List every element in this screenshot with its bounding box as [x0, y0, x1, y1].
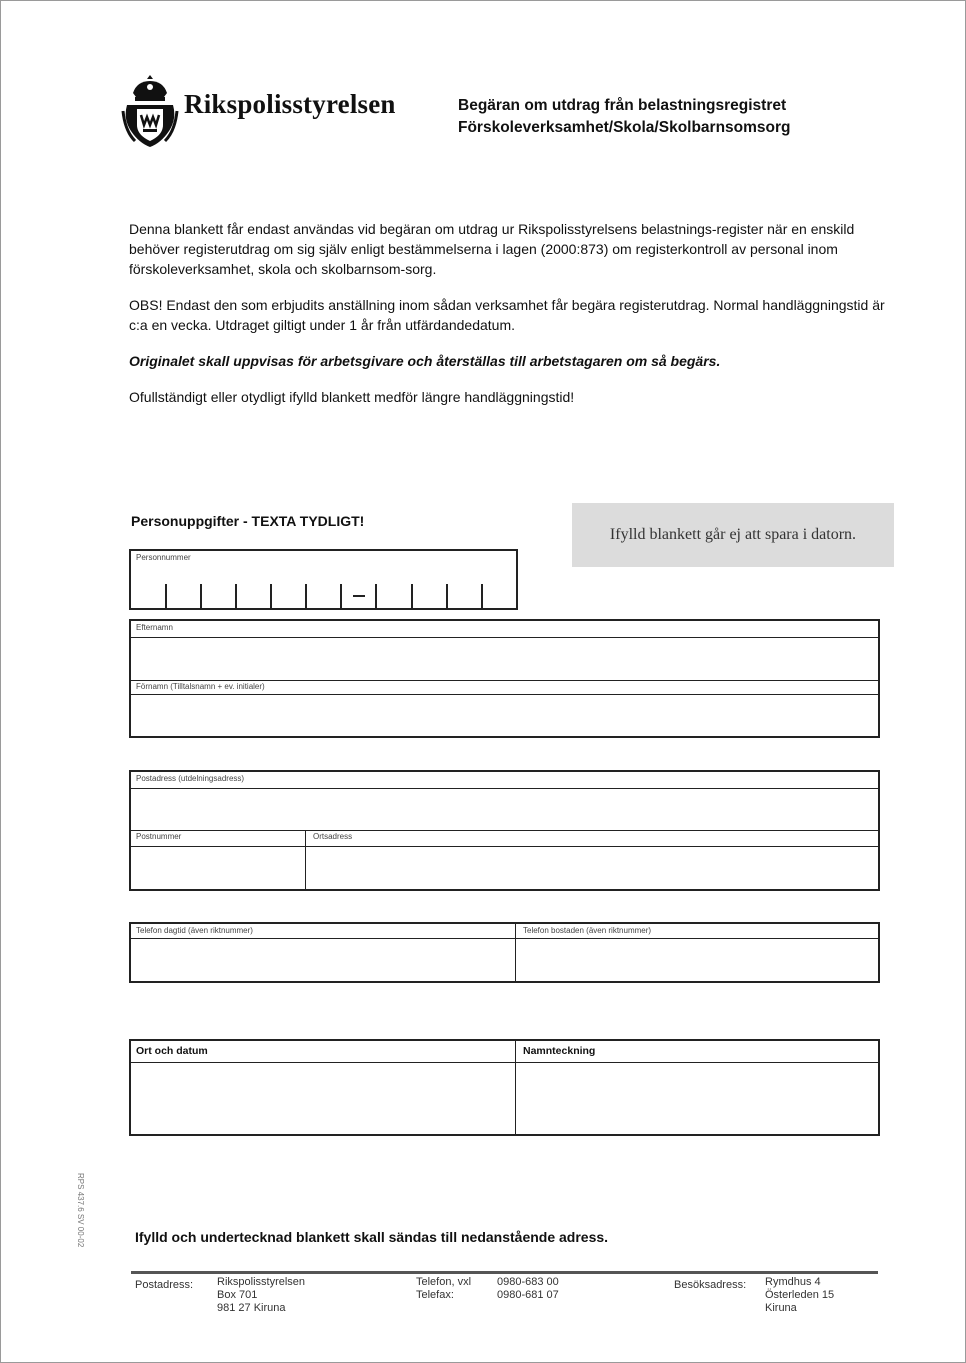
namnteckning-field[interactable] [517, 1064, 878, 1134]
postadress-field[interactable] [131, 789, 878, 830]
telefon-dagtid-field[interactable] [131, 939, 515, 981]
ortsadress-field[interactable] [307, 848, 878, 889]
organization-name: Rikspolisstyrelsen [184, 89, 396, 119]
efternamn-field[interactable] [131, 638, 878, 680]
footer-visit-line: Österleden 15 [765, 1289, 835, 1301]
intro-text [129, 219, 885, 423]
efternamn-label: Efternamn [136, 623, 173, 632]
personnummer-dash [353, 595, 365, 597]
footer-rule [131, 1271, 878, 1274]
footer-tel-value: 0980-683 00 [497, 1276, 559, 1288]
postnummer-field[interactable] [131, 848, 305, 889]
footer-post-address [217, 1276, 305, 1315]
digit-divider [446, 584, 448, 608]
digit-divider [200, 584, 202, 608]
row-rule [131, 830, 878, 831]
digit-divider [165, 584, 167, 608]
footer-contact-values [497, 1276, 559, 1302]
postnummer-label: Postnummer [136, 832, 182, 841]
digit-divider [481, 584, 483, 608]
label-rule [131, 1062, 878, 1063]
digit-divider [340, 584, 342, 608]
label-rule [131, 694, 878, 695]
telefon-bostaden-label: Telefon bostaden (även riktnummer) [523, 926, 652, 935]
form-title-line2: Förskoleverksamhet/Skola/Skolbarnsomsorg [458, 119, 791, 136]
name-block [129, 619, 880, 738]
ort-datum-field[interactable] [131, 1064, 515, 1134]
footer-post-line: Box 701 [217, 1289, 258, 1301]
digit-divider [375, 584, 377, 608]
footer-post-line: 981 27 Kiruna [217, 1302, 286, 1314]
digit-divider [411, 584, 413, 608]
digit-divider [235, 584, 237, 608]
footer-contact-labels [416, 1276, 471, 1302]
footer-visit-line: Rymdhus 4 [765, 1276, 821, 1288]
label-rule [131, 846, 878, 847]
personnummer-field[interactable] [129, 549, 518, 610]
footer-tel-label: Telefon, vxl [416, 1276, 472, 1288]
fornamn-label: Förnamn (Tilltalsnamn + ev. initialer) [136, 682, 265, 691]
phone-block [129, 922, 880, 983]
namnteckning-label: Namnteckning [523, 1045, 596, 1057]
footer-fax-label: Telefax: [416, 1289, 454, 1301]
police-crest-logo [119, 71, 181, 151]
footer-visit-label: Besöksadress: [674, 1279, 747, 1291]
save-note: Ifylld blankett går ej att spara i datorn. [572, 503, 894, 567]
personnummer-label: Personnummer [136, 553, 191, 562]
footer-fax-value: 0980-681 07 [497, 1289, 559, 1301]
column-rule [305, 830, 306, 889]
ortsadress-label: Ortsadress [313, 832, 353, 841]
form-title-line1: Begäran om utdrag från belastningsregistret [458, 97, 787, 114]
digit-divider [305, 584, 307, 608]
signature-block [129, 1039, 880, 1136]
intro-paragraph-3: Originalet skall uppvisas för arbetsgivare och återställas till arbetstagaren om så begärs. [129, 353, 721, 369]
row-rule [131, 680, 878, 681]
telefon-bostaden-field[interactable] [517, 939, 878, 981]
footer-post-line: Rikspolisstyrelsen [217, 1276, 306, 1288]
intro-paragraph-2: OBS! Endast den som erbjudits anställning inom sådan verksamhet får begära registerutdrag. Normal handläggningstid är c:a en vecka. Utdraget giltigt under 1 år från utfärdandedatum. [129, 297, 885, 333]
footer-visit-address [765, 1276, 834, 1315]
form-title [458, 95, 791, 139]
footer-post-label: Postadress: [135, 1279, 194, 1291]
digit-divider [270, 584, 272, 608]
column-rule [515, 1041, 516, 1134]
fornamn-field[interactable] [131, 696, 878, 736]
telefon-dagtid-label: Telefon dagtid (även riktnummer) [136, 926, 253, 935]
intro-paragraph-1: Denna blankett får endast användas vid begäran om utdrag ur Rikspolisstyrelsens belastnings-register när en enskild behöver registerutdrag om sig själv enligt bestämmelserna i lagen (2000:873) om registerkontroll av personal inom förskoleverksamhet, skola och skolbarnsom-sorg. [129, 221, 855, 277]
section-title: Personuppgifter - TEXTA TYDLIGT! [131, 513, 365, 529]
intro-paragraph-4: Ofullständigt eller otydligt ifylld blankett medför längre handläggningstid! [129, 389, 575, 405]
ort-datum-label: Ort och datum [136, 1045, 208, 1057]
column-rule [515, 924, 516, 981]
form-code: RPS 437.6 SV 00-02 [76, 1173, 85, 1248]
address-block [129, 770, 880, 891]
send-instruction: Ifylld och undertecknad blankett skall sändas till nedanstående adress. [135, 1229, 609, 1245]
postadress-label: Postadress (utdelningsadress) [136, 774, 245, 783]
footer-visit-line: Kiruna [765, 1302, 797, 1314]
